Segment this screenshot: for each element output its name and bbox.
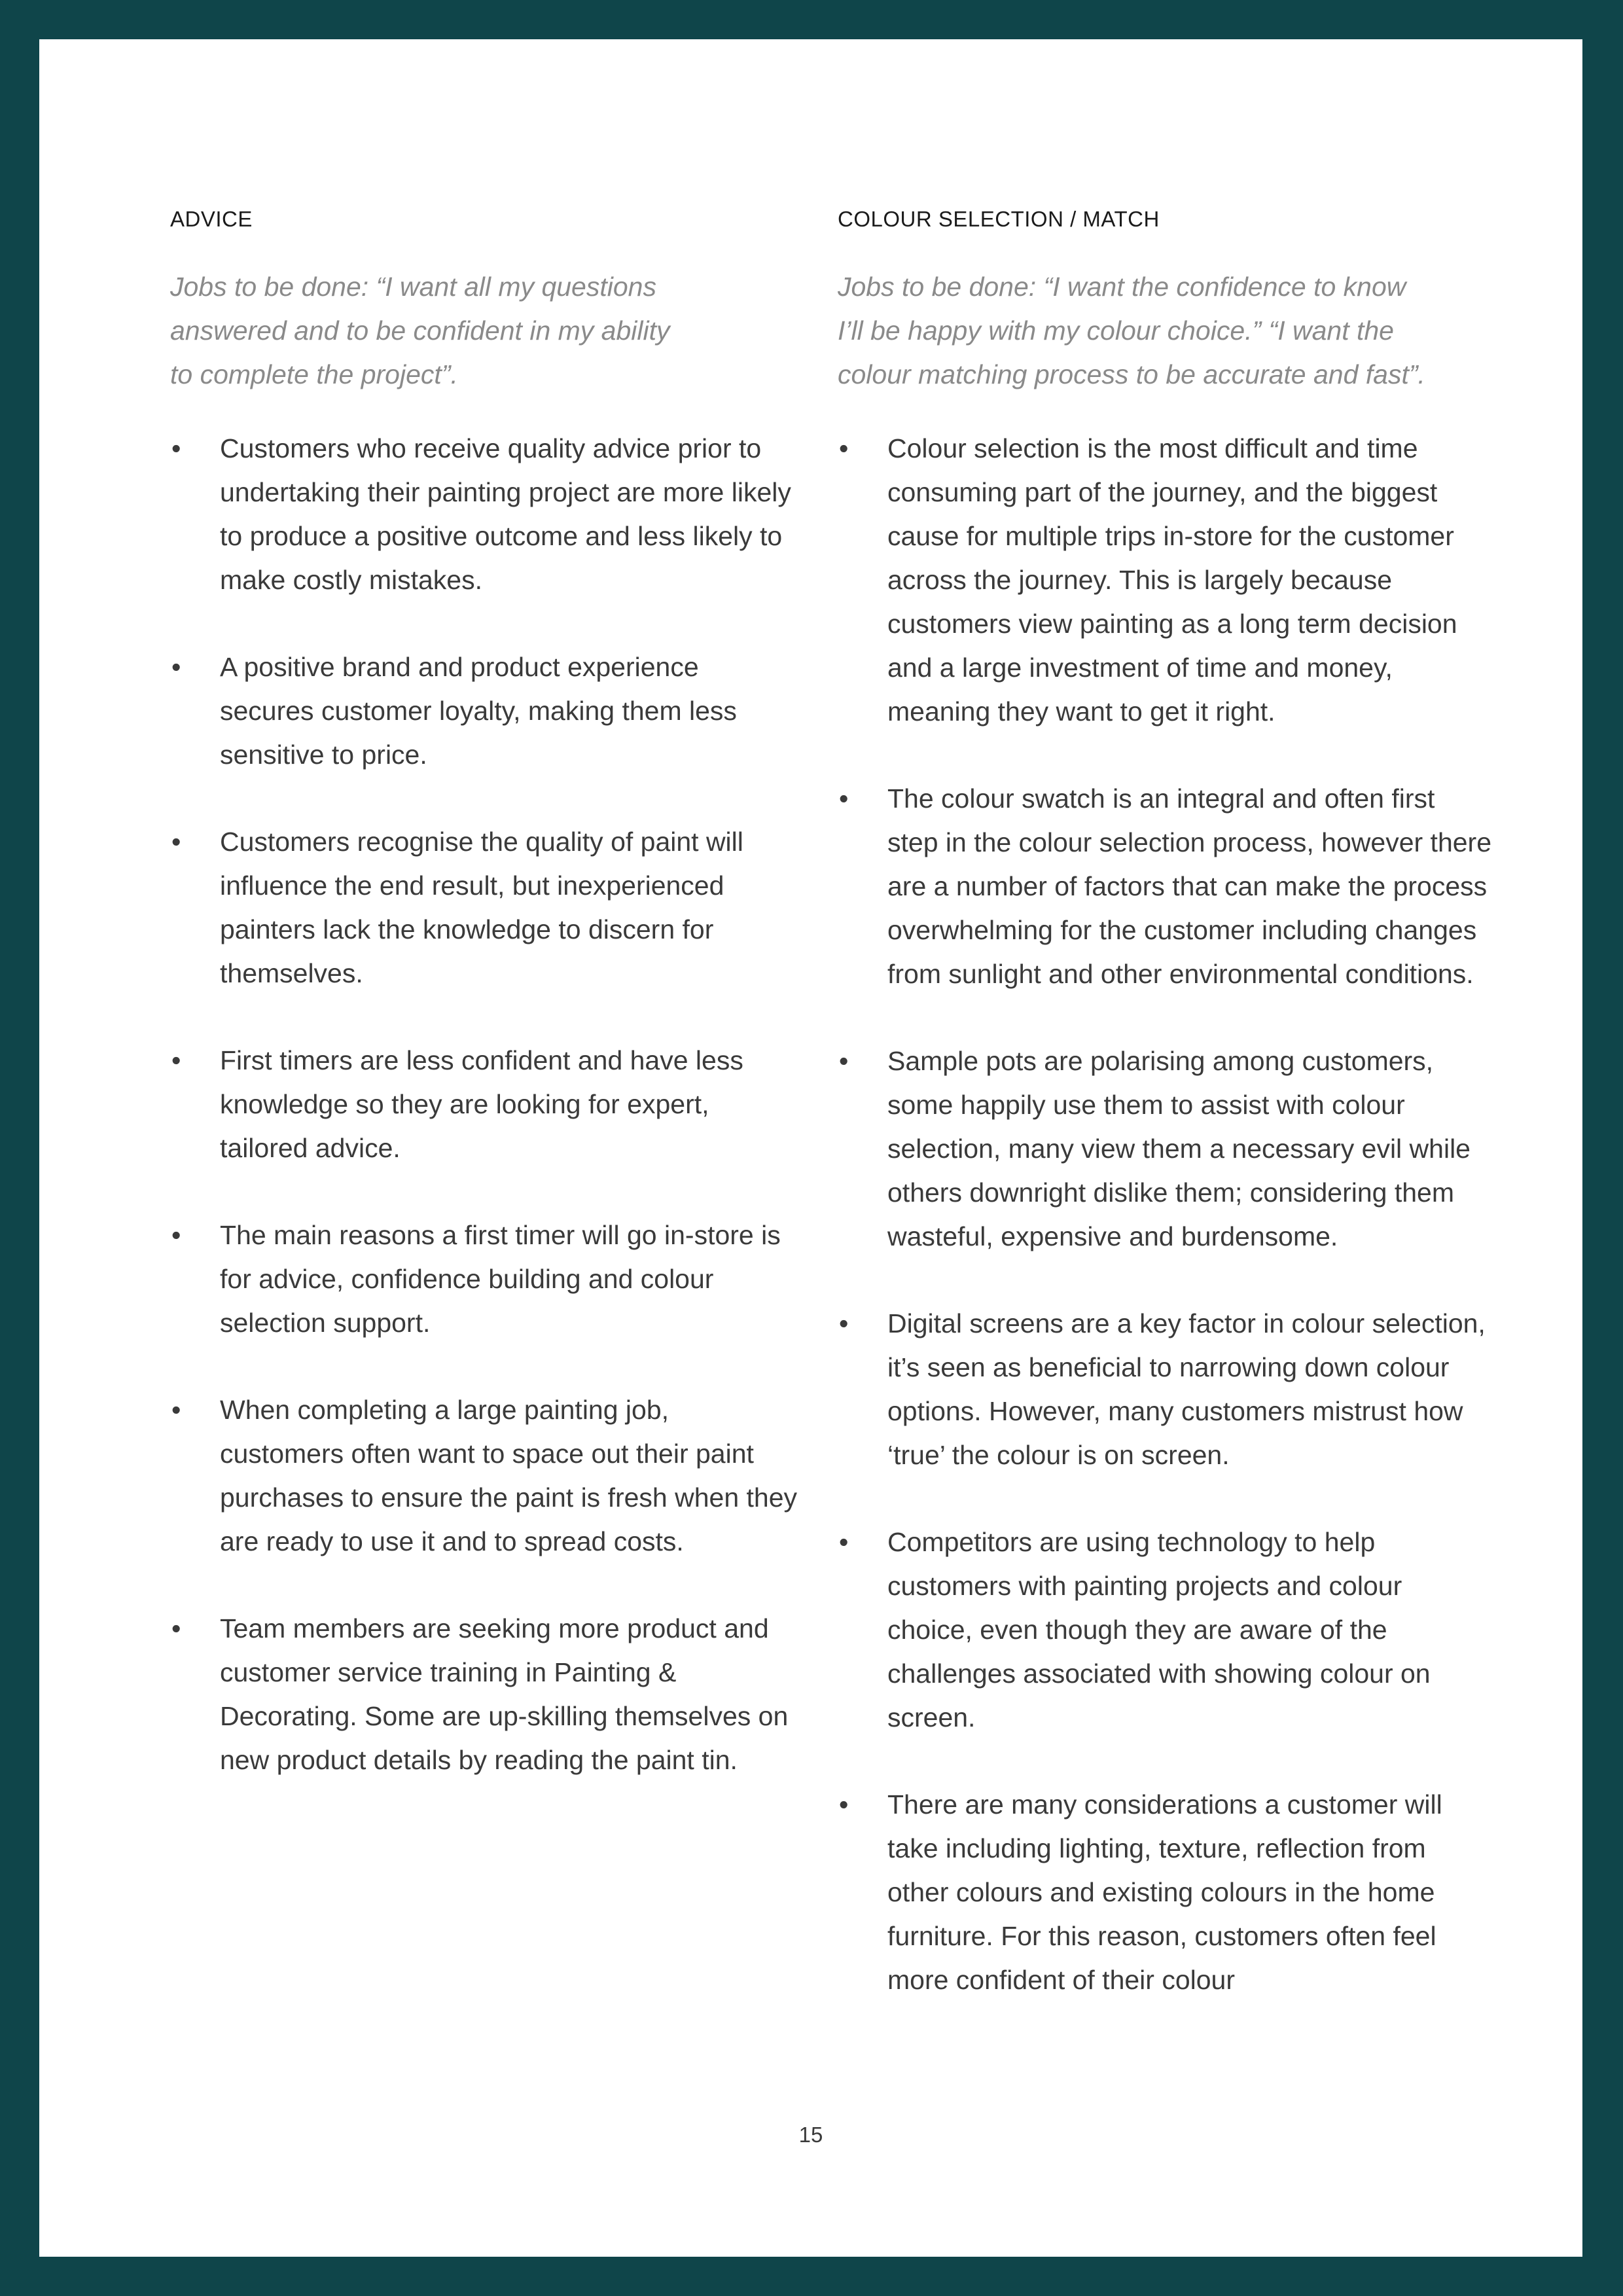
bullet-icon: • <box>839 433 849 463</box>
advice-bullet-item <box>170 427 798 602</box>
bullet-icon: • <box>839 1308 849 1338</box>
bullet-text: The main reasons a first timer will go in-store is for advice, confidence building and colour selection support. <box>220 1220 781 1338</box>
colour-selection-bullet-list <box>838 427 1492 2002</box>
bullet-icon: • <box>839 1789 849 1820</box>
advice-bullet-item <box>170 820 798 996</box>
bullet-text: Colour selection is the most difficult and time consuming part of the journey, and the biggest cause for multiple trips in-store for the customer across the journey. This is largely because customers view painting as a long term decision and a large investment of time and money, meaning they want to get it right. <box>887 433 1457 726</box>
advice-bullet-list <box>170 427 798 1782</box>
bullet-text: Customers recognise the quality of paint will influence the end result, but inexperienced painters lack the knowledge to discern for themselves. <box>220 827 743 988</box>
bullet-text: A positive brand and product experience secures customer loyalty, making them less sensitive to price. <box>220 652 737 770</box>
colour-selection-section <box>838 206 1492 2045</box>
bullet-text: Customers who receive quality advice prior to undertaking their painting project are more likely to produce a positive outcome and less likely to make costly mistakes. <box>220 433 791 595</box>
colour-selection-bullet-item <box>838 1520 1492 1740</box>
bullet-text: Digital screens are a key factor in colour selection, it’s seen as beneficial to narrowing down colour options. However, many customers mistrust how ‘true’ the colour is on screen. <box>887 1308 1486 1470</box>
advice-bullet-item <box>170 1039 798 1170</box>
bullet-icon: • <box>171 1220 181 1250</box>
bullet-icon: • <box>839 1046 849 1076</box>
colour-selection-bullet-item <box>838 777 1492 996</box>
advice-bullet-item <box>170 645 798 777</box>
bullet-icon: • <box>171 433 181 463</box>
bullet-icon: • <box>171 652 181 682</box>
document-page <box>39 39 1582 2257</box>
bullet-icon: • <box>171 1045 181 1075</box>
advice-bullet-item <box>170 1607 798 1782</box>
advice-section <box>170 206 798 1825</box>
bullet-icon: • <box>171 1395 181 1425</box>
colour-selection-bullet-item <box>838 1783 1492 2002</box>
advice-heading: ADVICE <box>170 207 253 231</box>
advice-bullet-item <box>170 1388 798 1564</box>
colour-selection-heading: COLOUR SELECTION / MATCH <box>838 207 1160 231</box>
bullet-text: Competitors are using technology to help customers with painting projects and colour choice, even though they are aware of the challenges associated with showing colour on screen. <box>887 1527 1431 1732</box>
bullet-text: First timers are less confident and have less knowledge so they are looking for expert, tailored advice. <box>220 1045 743 1163</box>
colour-selection-bullet-item <box>838 1302 1492 1477</box>
bullet-icon: • <box>171 1613 181 1643</box>
advice-bullet-item <box>170 1213 798 1345</box>
bullet-icon: • <box>171 827 181 857</box>
bullet-text: There are many considerations a customer will take including lighting, texture, reflection from other colours and existing colours in the home furniture. For this reason, customers often feel more confident of their colour <box>887 1789 1442 1995</box>
advice-jobs-to-be-done: Jobs to be done: “I want all my questions answered and to be confident in my ability to complete the project”. <box>170 272 670 389</box>
page-number: 15 <box>798 2123 823 2147</box>
colour-selection-bullet-item <box>838 1039 1492 1259</box>
bullet-text: The colour swatch is an integral and often first step in the colour selection process, however there are a number of factors that can make the process overwhelming for the customer including changes from sunlight and other environmental conditions. <box>887 783 1492 989</box>
bullet-icon: • <box>839 1527 849 1557</box>
colour-selection-bullet-item <box>838 427 1492 734</box>
colour-selection-jobs-to-be-done: Jobs to be done: “I want the confidence to know I’ll be happy with my colour choice.” “I want the colour matching process to be accurate and fast”. <box>838 272 1425 389</box>
bullet-icon: • <box>839 783 849 814</box>
bullet-text: Team members are seeking more product and customer service training in Painting & Decorating. Some are up-skilling themselves on new product details by reading the paint tin. <box>220 1613 789 1775</box>
bullet-text: When completing a large painting job, customers often want to space out their paint purchases to ensure the paint is fresh when they are ready to use it and to spread costs. <box>220 1395 798 1556</box>
bullet-text: Sample pots are polarising among customers, some happily use them to assist with colour selection, many view them a necessary evil while others downright dislike them; considering them wasteful, expensive and burdensome. <box>887 1046 1471 1251</box>
